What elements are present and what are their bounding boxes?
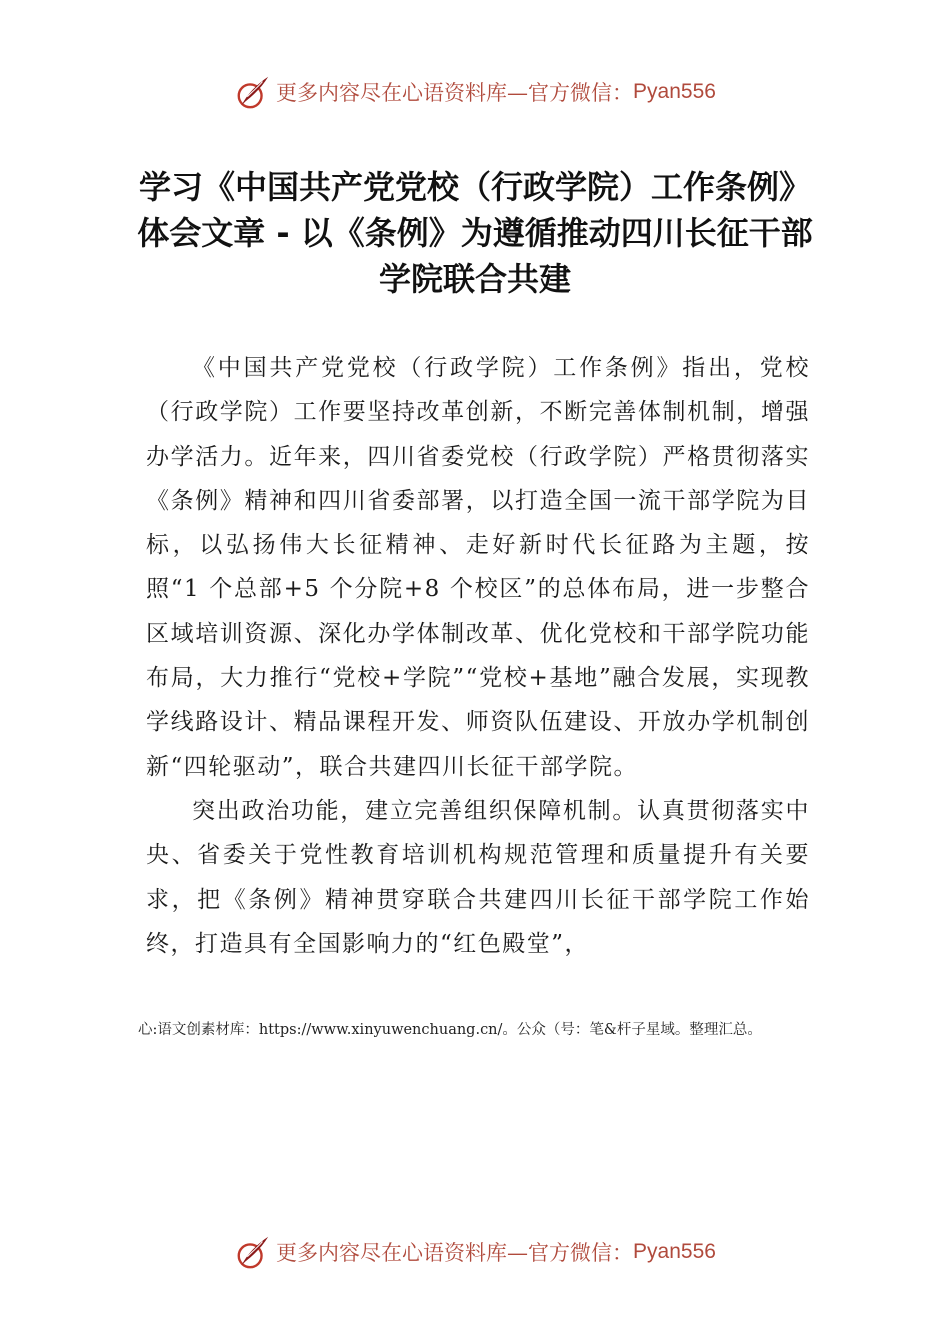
feather-quill-icon	[234, 1233, 272, 1271]
banner-wechat-id: Pyan556	[633, 1240, 716, 1263]
feather-quill-icon	[234, 73, 272, 111]
document-title: 学习《中国共产党党校（行政学院）工作条例》体会文章 - 以《条例》为遵循推动四川长征干部学院联合共建	[137, 168, 813, 298]
body-paragraph-2: 突出政治功能，建立完善组织保障机制。认真贯彻落实中央、省委关于党性教育培训机构规范管理和质量提升有关要求，把《条例》精神贯穿联合共建四川长征干部学院工作始终，打造具有全国影响力的“红色殿堂”，	[146, 797, 810, 957]
banner-text: 更多内容尽在心语资料库—官方微信：	[276, 1241, 634, 1265]
document-body	[146, 346, 810, 966]
footer-banner	[0, 1230, 950, 1274]
banner-text: 更多内容尽在心语资料库—官方微信：	[276, 81, 634, 105]
source-footnote: 心:语文创素材库：https://www.xinyuwenchuang.cn/。公众（号：笔&杆子星域。整理汇总。	[138, 1022, 762, 1038]
header-banner	[0, 70, 950, 114]
banner-wechat-id: Pyan556	[633, 80, 716, 103]
body-paragraph-1: 《中国共产党党校（行政学院）工作条例》指出，党校（行政学院）工作要坚持改革创新，不断完善体制机制，增强办学活力。近年来，四川省委党校（行政学院）严格贯彻落实《条例》精神和四川省委部署，以打造全国一流干部学院为目标，以弘扬伟大长征精神、走好新时代长征路为主题，按照“1 个总部+5 个分院+8 个校区”的总体布局，进一步整合区域培训资源、深化办学体制改革、优化党校和干部学院功能布局，大力推行“党校+学院”“党校+基地”融合发展，实现教学线路设计、精品课程开发、师资队伍建设、开放办学机制创新“四轮驱动”，联合共建四川长征干部学院。	[146, 355, 810, 780]
